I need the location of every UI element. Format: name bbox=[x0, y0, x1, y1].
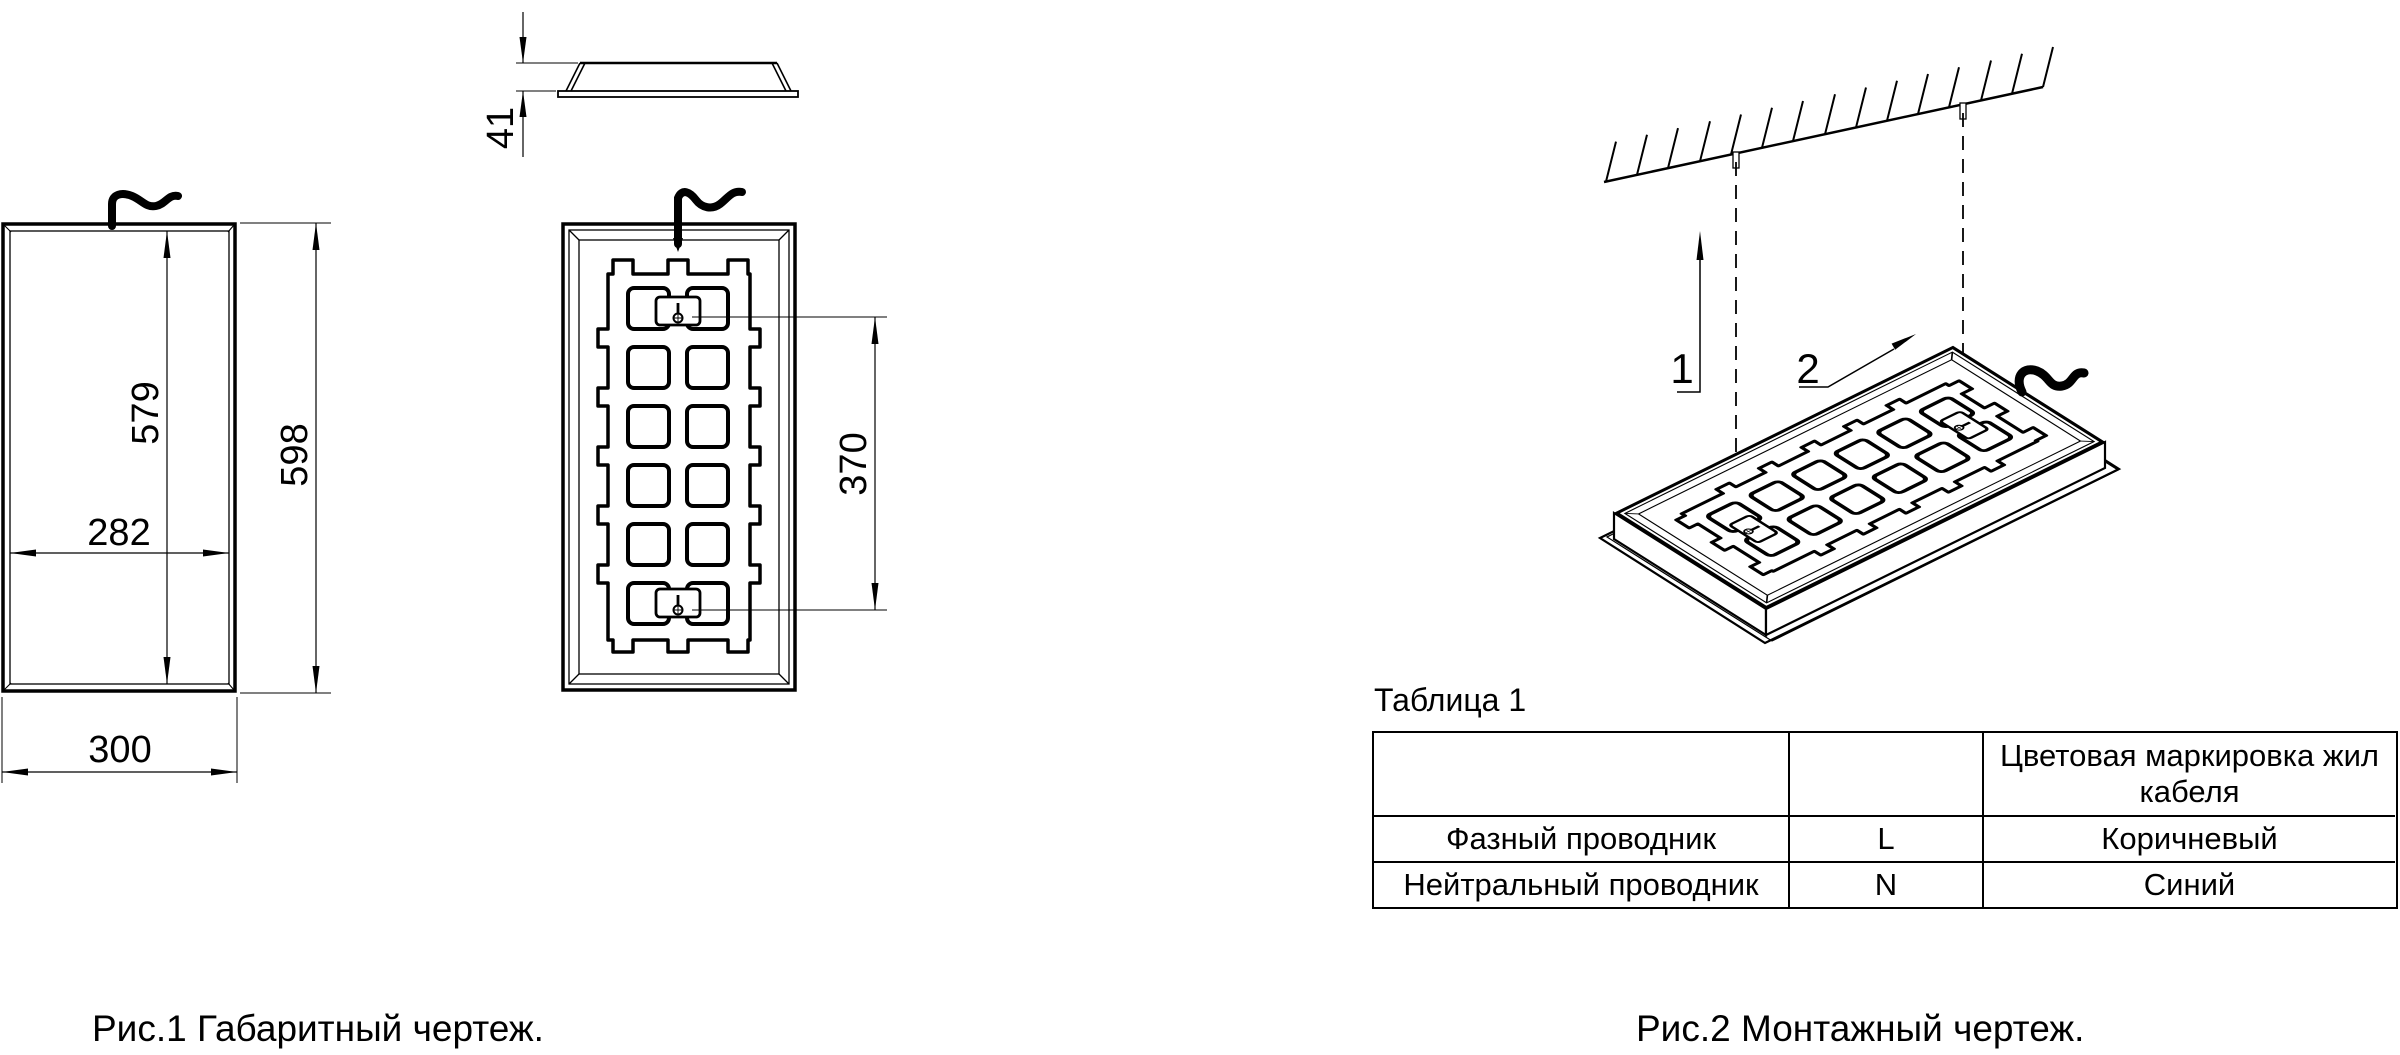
dim-profile-height-label: 41 bbox=[480, 106, 522, 150]
dim-mount-spacing-label: 370 bbox=[833, 432, 875, 496]
table-cell-phase-name: Фазный проводник bbox=[1374, 815, 1788, 861]
wiring-table bbox=[1372, 731, 2398, 909]
power-cable bbox=[2019, 370, 2084, 392]
figure1-profile-view bbox=[480, 12, 798, 157]
dim-inner-width-label: 282 bbox=[87, 512, 151, 554]
table-header-empty-1 bbox=[1374, 733, 1788, 815]
figure1-back-view bbox=[563, 192, 887, 690]
figure1-front-view bbox=[2, 194, 331, 783]
dim-41 bbox=[480, 12, 578, 157]
callout-2-label: 2 bbox=[1796, 345, 1820, 392]
callout-1-label: 1 bbox=[1670, 345, 1694, 392]
table-header-color-marking: Цветовая маркировка жил кабеля bbox=[1982, 733, 2395, 815]
dim-inner-height-label: 579 bbox=[125, 381, 167, 445]
dim-outer-height-label: 598 bbox=[274, 423, 316, 487]
table-cell-phase-marking: L bbox=[1788, 815, 1982, 861]
figure2-mounting-view bbox=[1600, 47, 2119, 643]
dim-598 bbox=[240, 223, 331, 693]
table-header-empty-2 bbox=[1788, 733, 1982, 815]
table-cell-phase-color: Коричневый bbox=[1982, 815, 2395, 861]
figure2-caption: Рис.2 Монтажный чертеж. bbox=[1636, 1008, 2085, 1049]
ceiling-hatching bbox=[1606, 47, 2053, 182]
diffuser-edge bbox=[558, 91, 798, 97]
table-title: Таблица 1 bbox=[1374, 682, 1527, 718]
table-cell-neutral-color: Синий bbox=[1982, 861, 2395, 907]
table-cell-neutral-name: Нейтральный проводник bbox=[1374, 861, 1788, 907]
dim-300 bbox=[2, 697, 237, 783]
power-cable bbox=[112, 194, 178, 226]
ceiling bbox=[1604, 47, 2053, 182]
figure1-caption: Рис.1 Габаритный чертеж. bbox=[92, 1008, 544, 1049]
table-cell-neutral-marking: N bbox=[1788, 861, 1982, 907]
callout-1 bbox=[1670, 231, 1703, 392]
dim-outer-width-label: 300 bbox=[88, 729, 152, 771]
